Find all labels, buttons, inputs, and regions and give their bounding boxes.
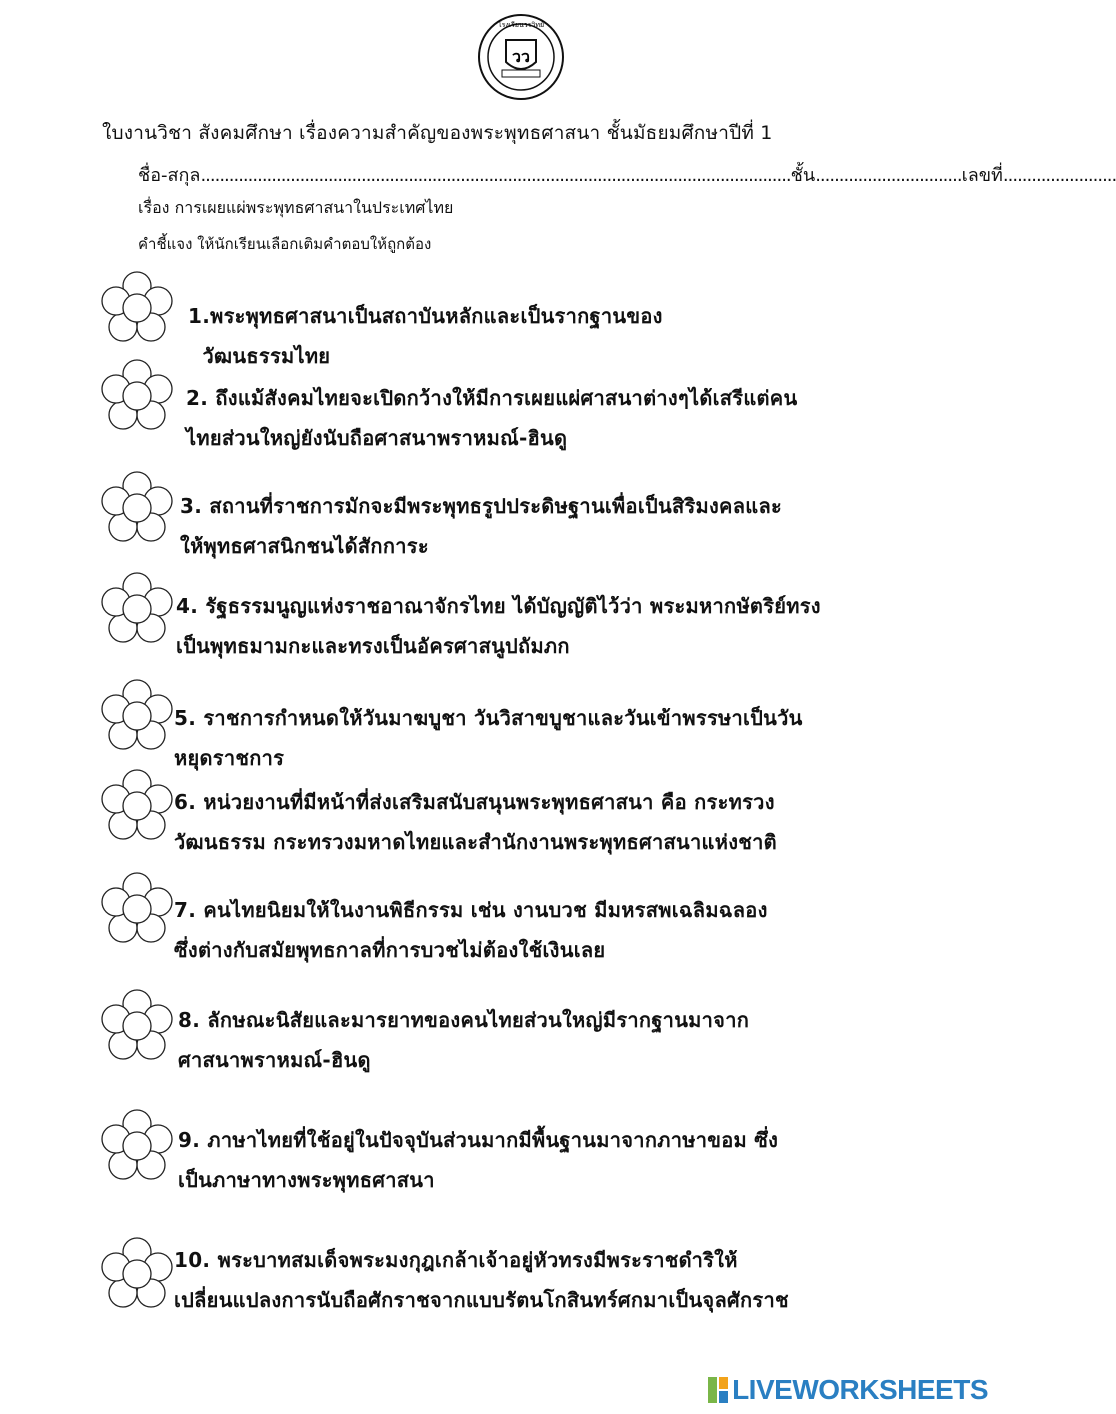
student-info-line [138,160,1116,189]
question-line-2: เป็นพุทธมามกะและทรงเป็นอัครศาสนูปถัมภก [176,634,570,658]
question-item [178,1000,749,1080]
school-logo [476,12,566,102]
class-field[interactable]: ............................... [815,165,962,186]
answer-flower-9[interactable] [101,1110,173,1182]
question-item [186,378,797,458]
question-line-1: 9. ภาษาไทยที่ใช้อยู่ในปัจจุบันส่วนมากมีพื้นฐานมาจากภาษาขอม ซึ่ง [178,1128,779,1152]
name-label: ชื่อ-สกุล [138,165,201,186]
topic-line: เรื่อง การเผยแผ่พระพุทธศาสนาในประเทศไทย [138,198,454,217]
question-line-1: 3. สถานที่ราชการมักจะมีพระพุทธรูปประดิษฐานเพื่อเป็นสิริมงคลและ [180,494,783,518]
question-line-2: ซึ่งต่างกับสมัยพุทธกาลที่การบวชไม่ต้องใช้เงินเลย [174,938,606,962]
question-item [174,890,768,970]
question-line-1: 8. ลักษณะนิสัยและมารยาทของคนไทยส่วนใหญ่มีรากฐานมาจาก [178,1008,750,1032]
answer-flower-10[interactable] [101,1238,173,1310]
question-line-2: วัฒนธรรมไทย [188,344,331,368]
answer-flower-1[interactable] [101,272,173,344]
question-line-2: เปลี่ยนแปลงการนับถือศักราชจากแบบรัตนโกสินทร์ศกมาเป็นจุลศักราช [174,1288,789,1312]
answer-flower-5[interactable] [101,680,173,752]
question-item [188,296,663,376]
question-item [174,782,777,862]
instruction-line: คำชี้แจง ให้นักเรียนเลือกเติมคำตอบให้ถูกต้อง [138,235,432,253]
question-line-2: เป็นภาษาทางพระพุทธศาสนา [178,1168,435,1192]
liveworksheets-logo-icon [708,1377,728,1403]
logo-letters: วว [512,47,530,66]
answer-flower-3[interactable] [101,472,173,544]
question-line-2: ไทยส่วนใหญ่ยังนับถือศาสนาพราหมณ์-ฮินดู [186,426,568,450]
question-item [174,1240,789,1320]
answer-flower-8[interactable] [101,990,173,1062]
worksheet-title: ใบงานวิชา สังคมศึกษา เรื่องความสำคัญของพระพุทธศาสนา ชั้นมัธยมศึกษาปีที่ 1 [102,122,773,144]
question-line-2: ศาสนาพราหมณ์-ฮินดู [178,1048,371,1072]
question-line-2: หยุดราชการ [174,746,285,770]
logo-text-top: โรงเรียนวรวิทย์ [497,21,545,29]
answer-flower-4[interactable] [101,573,173,645]
question-line-1: 7. คนไทยนิยมให้ในงานพิธีกรรม เช่น งานบวช มีมหรสพเฉลิมฉลอง [174,898,768,922]
question-line-2: ให้พุทธศาสนิกชนได้สักการะ [180,534,429,558]
question-line-1: 6. หน่วยงานที่มีหน้าที่ส่งเสริมสนับสนุนพระพุทธศาสนา คือ กระทรวง [174,790,775,814]
answer-flower-7[interactable] [101,873,173,945]
answer-flower-2[interactable] [101,360,173,432]
number-field[interactable]: ........................ [1002,165,1116,186]
question-line-2: วัฒนธรรม กระทรวงมหาดไทยและสำนักงานพระพุทธศาสนาแห่งชาติ [174,830,777,854]
question-item [178,1120,778,1200]
question-item [176,586,821,666]
brand-text: LIVEWORKSHEETS [732,1374,988,1405]
question-item [180,486,782,566]
question-line-1: 1.พระพุทธศาสนาเป็นสถาบันหลักและเป็นรากฐานของ [188,304,663,328]
question-line-1: 2. ถึงแม้สังคมไทยจะเปิดกว้างให้มีการเผยแผ่ศาสนาต่างๆได้เสรีแต่คน [186,386,798,410]
question-line-1: 10. พระบาทสมเด็จพระมงกุฎเกล้าเจ้าอยู่หัวทรงมีพระราชดำริให้ [174,1248,738,1272]
liveworksheets-brand [708,1374,988,1406]
class-label: ชั้น [790,165,816,186]
question-item [174,698,803,778]
name-field[interactable]: ............................................................................................................................. [200,165,791,186]
answer-flower-6[interactable] [101,770,173,842]
question-line-1: 5. ราชการกำหนดให้วันมาฆบูชา วันวิสาขบูชาและวันเข้าพรรษาเป็นวัน [174,706,803,730]
question-line-1: 4. รัฐธรรมนูญแห่งราชอาณาจักรไทย ได้บัญญัติไว้ว่า พระมหากษัตริย์ทรง [176,594,821,618]
number-label: เลขที่ [961,165,1003,186]
